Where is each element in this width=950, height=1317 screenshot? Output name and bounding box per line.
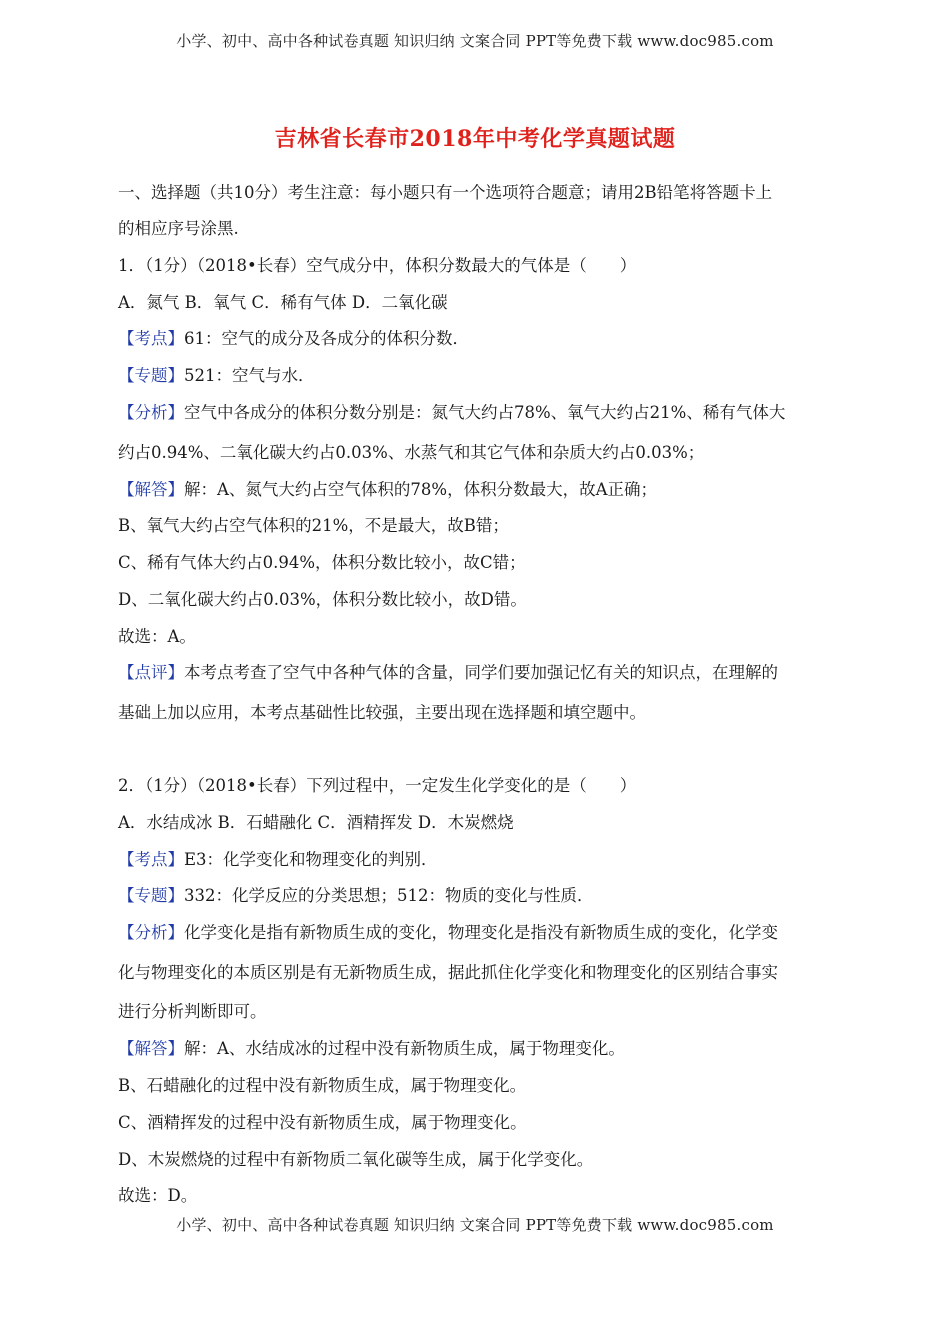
kaodian-text: 61：空气的成分及各成分的体积分数． [184, 329, 469, 348]
q2-jieda-c: C、酒精挥发的过程中没有新物质生成，属于物理变化。 [118, 1113, 527, 1132]
q2-jieda-d: D、木炭燃烧的过程中有新物质二氧化碳等生成，属于化学变化。 [118, 1150, 594, 1169]
q2-fenxi-cont2: 进行分析判断即可。 [118, 1002, 267, 1021]
jieda-text: 解：A、水结成冰的过程中没有新物质生成，属于物理变化。 [184, 1039, 625, 1058]
fenxi-tag: 【分析】 [118, 923, 184, 942]
dianping-tag: 【点评】 [118, 663, 184, 682]
q1-jieda-c: C、稀有气体大约占0.94%，体积分数比较小，故C错； [118, 553, 526, 572]
q1-dianping-cont: 基础上加以应用，本考点基础性比较强，主要出现在选择题和填空题中。 [118, 703, 646, 722]
q1-jieda-d: D、二氧化碳大约占0.03%，体积分数比较小，故D错。 [118, 590, 527, 609]
q2-answer: 故选：D。 [118, 1186, 198, 1205]
kaodian-tag: 【考点】 [118, 850, 184, 869]
fenxi-text: 空气中各成分的体积分数分别是：氮气大约占78%、氧气大约占21%、稀有气体大 [184, 403, 786, 422]
kaodian-text: E3：化学变化和物理变化的判别． [184, 850, 438, 869]
q2-stem: 2．（1分）（2018•长春）下列过程中，一定发生化学变化的是（ ） [118, 776, 637, 795]
q1-jieda-b: B、氧气大约占空气体积的21%，不是最大，故B错； [118, 516, 509, 535]
q2-fenxi-cont: 化与物理变化的本质区别是有无新物质生成，据此抓住化学变化和物理变化的区别结合事实 [118, 963, 778, 982]
q2-jieda-b: B、石蜡融化的过程中没有新物质生成，属于物理变化。 [118, 1076, 527, 1095]
section-heading-cont: 的相应序号涂黑. [118, 219, 239, 238]
fenxi-text: 化学变化是指有新物质生成的变化，物理变化是指没有新物质生成的变化，化学变 [184, 923, 778, 942]
q1-options: A．氮气 B．氧气 C．稀有气体 D．二氧化碳 [118, 293, 448, 312]
q1-dianping [118, 661, 838, 685]
q2-zhuanti [118, 884, 838, 908]
zhuanti-text: 332：化学反应的分类思想；512：物质的变化与性质． [184, 886, 594, 905]
q1-fenxi [118, 401, 838, 425]
q2-fenxi [118, 921, 838, 945]
zhuanti-text: 521：空气与水． [184, 366, 315, 385]
q1-kaodian [118, 327, 838, 351]
q1-fenxi-cont: 约占0.94%、二氧化碳大约占0.03%、水蒸气和其它气体和杂质大约占0.03%； [118, 443, 705, 462]
q2-jieda [118, 1037, 838, 1061]
kaodian-tag: 【考点】 [118, 329, 184, 348]
page-footer: 小学、初中、高中各种试卷真题 知识归纳 文案合同 PPT等免费下载 www.doc985.com [176, 1216, 774, 1234]
fenxi-tag: 【分析】 [118, 403, 184, 422]
dianping-text: 本考点考查了空气中各种气体的含量，同学们要加强记忆有关的知识点，在理解的 [184, 663, 778, 682]
jieda-text: 解：A、氮气大约占空气体积的78%，体积分数最大，故A正确； [184, 480, 658, 499]
jieda-tag: 【解答】 [118, 1039, 184, 1058]
jieda-tag: 【解答】 [118, 480, 184, 499]
q1-stem: 1．（1分）（2018•长春）空气成分中，体积分数最大的气体是（ ） [118, 256, 637, 275]
q1-zhuanti [118, 364, 838, 388]
document-title: 吉林省长春市2018年中考化学真题试题 [274, 126, 676, 152]
q1-answer: 故选：A。 [118, 627, 196, 646]
zhuanti-tag: 【专题】 [118, 886, 184, 905]
section-heading: 一、选择题（共10分）考生注意：每小题只有一个选项符合题意；请用2B铅笔将答题卡上 [118, 183, 773, 202]
q2-kaodian [118, 848, 838, 872]
page-header: 小学、初中、高中各种试卷真题 知识归纳 文案合同 PPT等免费下载 www.doc985.com [176, 32, 774, 50]
zhuanti-tag: 【专题】 [118, 366, 184, 385]
q1-jieda [118, 478, 838, 502]
q2-options: A．水结成冰 B．石蜡融化 C．酒精挥发 D．木炭燃烧 [118, 813, 514, 832]
